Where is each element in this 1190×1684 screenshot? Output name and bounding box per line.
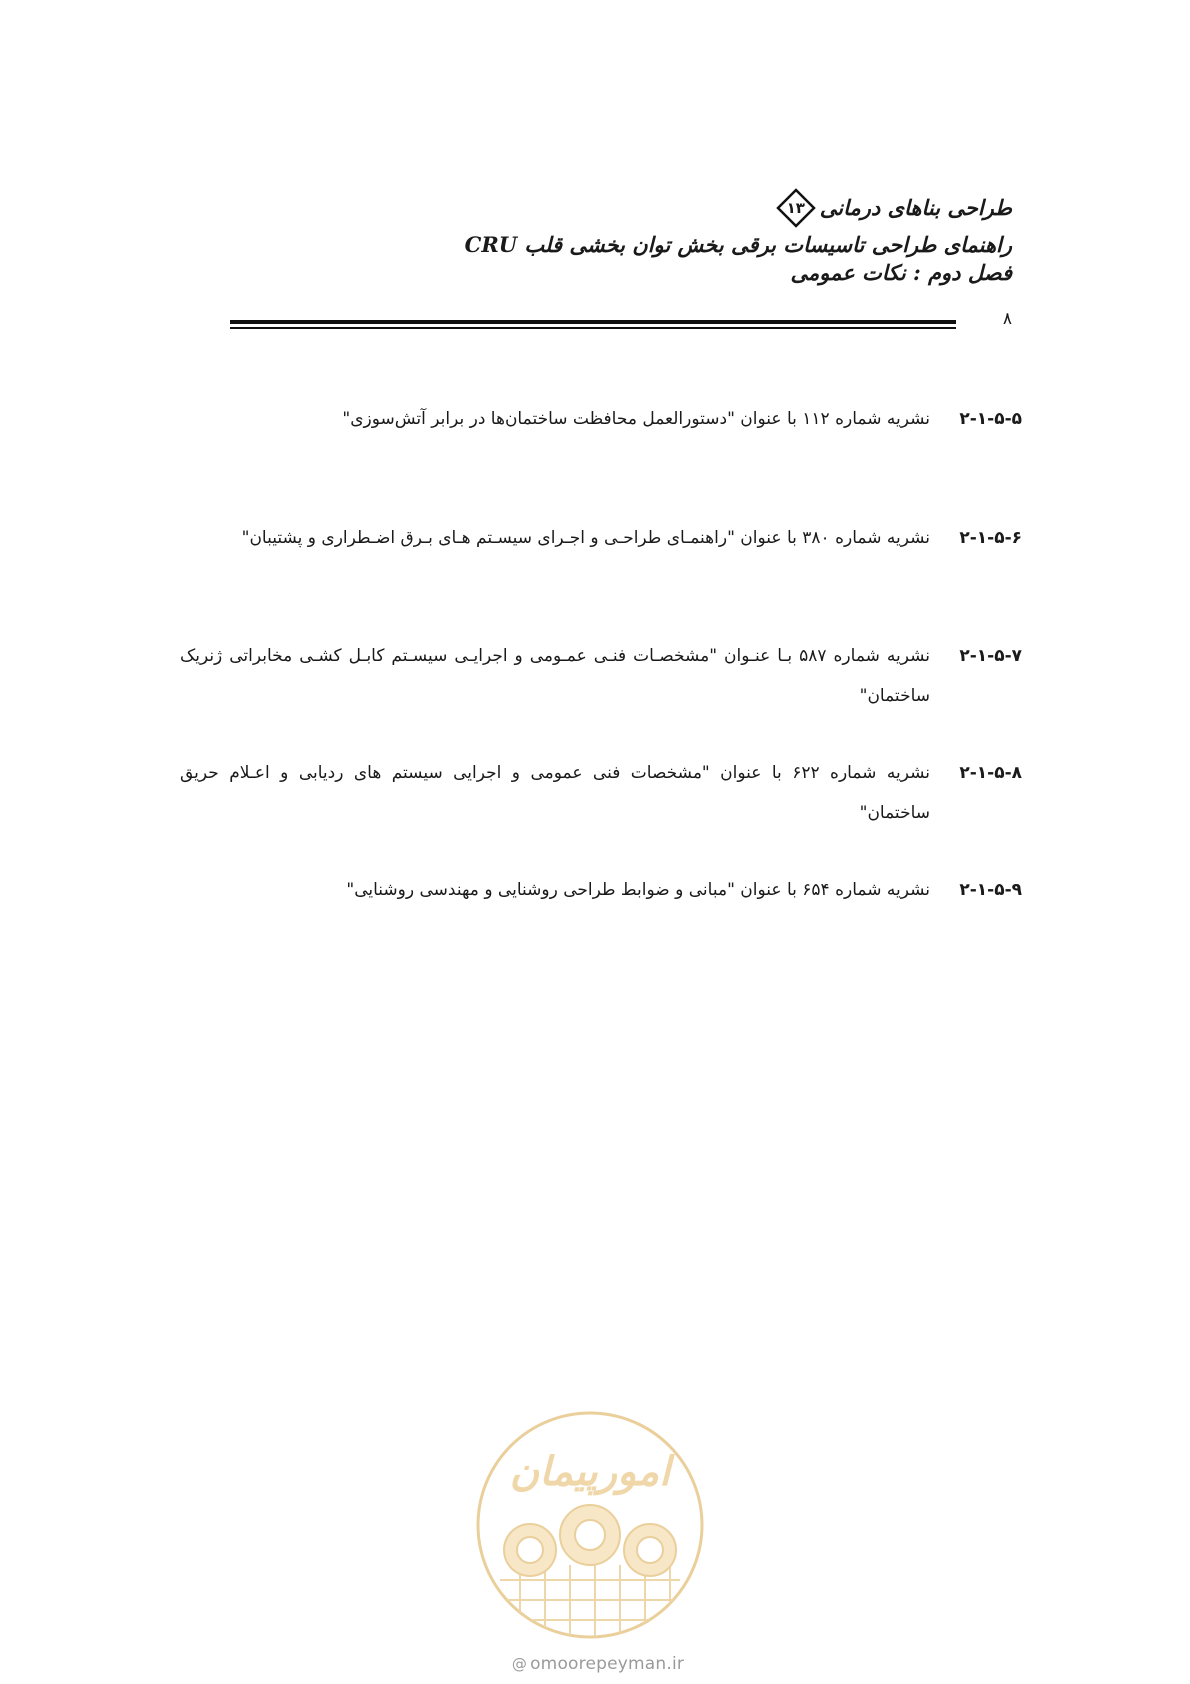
watermark-site-text: omoorepeyman.ir <box>530 1654 685 1674</box>
header-rule-thin <box>230 327 956 329</box>
page-header <box>192 186 1012 287</box>
page-number: ۸ <box>1002 309 1012 329</box>
list-item <box>180 636 1022 716</box>
list-item <box>180 518 1022 558</box>
list-item <box>180 753 1022 833</box>
chapter-title: فصل دوم : نکات عمومی <box>790 260 1012 286</box>
item-text: نشریه شماره ۵۸۷ بـا عنـوان "مشخصـات فنـی عمـومی و اجرایـی سیسـتم کابـل کشـی مخابراتی ژنریک ساختمان" <box>180 646 930 706</box>
item-number: ۲-۱-۵-۷ <box>959 646 1022 666</box>
item-number: ۲-۱-۵-۶ <box>959 528 1022 548</box>
watermark-logo <box>470 1405 710 1645</box>
item-text: نشریه شماره ۳۸۰ با عنوان "راهنمـای طراحـی و اجـرای سیسـتم هـای بـرق اضـطراری و پشتیبان" <box>241 528 930 548</box>
volume-number: ۱۳ <box>786 199 805 217</box>
list-item <box>180 870 1022 910</box>
list-item <box>180 399 1022 439</box>
book-series-title: طراحی بناهای درمانی <box>819 194 1012 220</box>
book-subtitle: راهنمای طراحی تاسیسات برقی بخش توان بخشی قلب CRU <box>464 232 1012 257</box>
item-text: نشریه شماره ۶۵۴ با عنوان "مبانی و ضوابط طراحی روشنایی و مهندسی روشنایی" <box>346 880 930 900</box>
item-text: نشریه شماره ۱۱۲ با عنوان "دستورالعمل محافظت ساختمان‌ها در برابر آتش‌سوزی" <box>342 409 930 429</box>
header-title-row <box>192 186 1012 230</box>
volume-number-badge <box>776 188 816 228</box>
watermark-logo-text: امورپیمان <box>509 1448 671 1495</box>
at-icon: @ <box>511 1655 528 1673</box>
item-text: نشریه شماره ۶۲۲ با عنوان "مشخصات فنی عمومی و اجرایی سیستم های ردیابی و اعـلام حریق ساختمان" <box>180 763 930 823</box>
item-number: ۲-۱-۵-۵ <box>959 409 1022 429</box>
item-number: ۲-۱-۵-۹ <box>959 880 1022 900</box>
watermark-site <box>478 1654 718 1674</box>
item-number: ۲-۱-۵-۸ <box>959 763 1022 783</box>
header-rule <box>230 320 956 329</box>
